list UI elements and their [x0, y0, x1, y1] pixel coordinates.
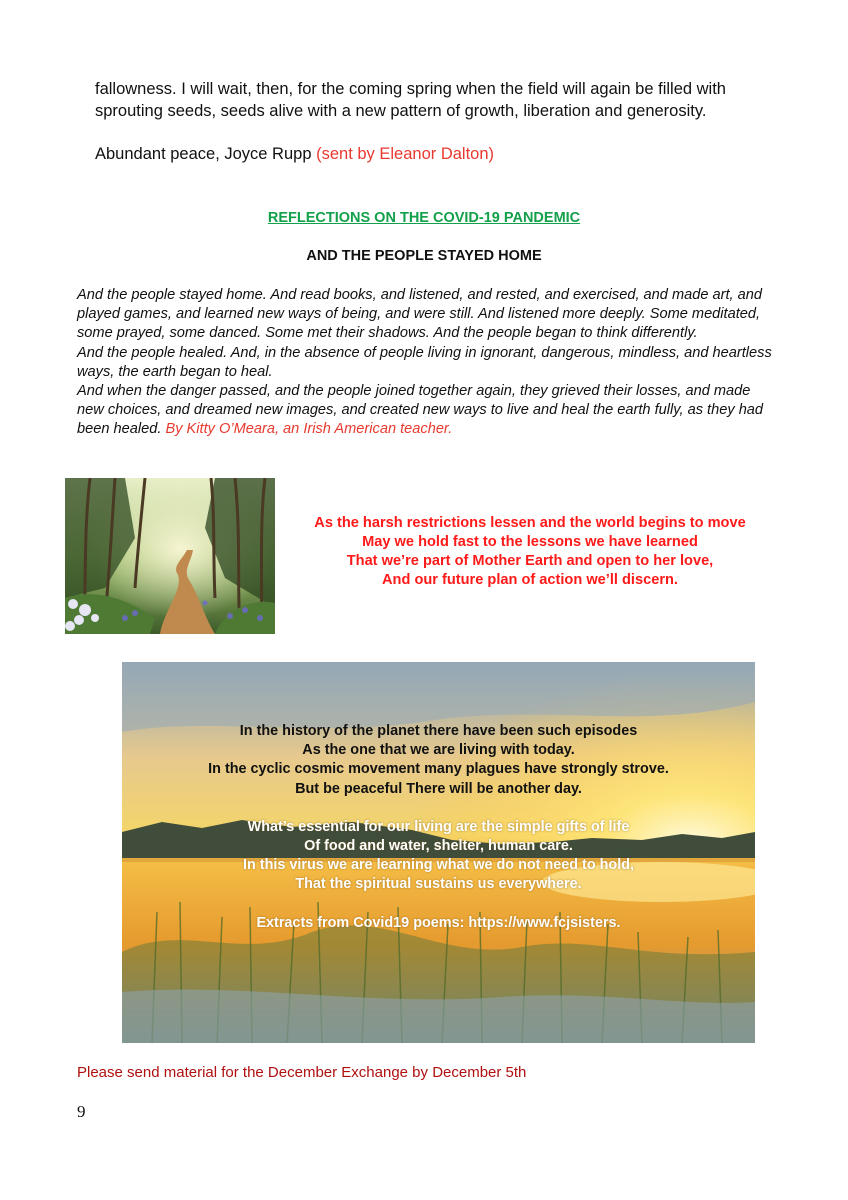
- sunset-verse: [122, 722, 755, 933]
- intro-line-2: sprouting seeds, seeds alive with a new pattern of growth, liberation and generosity.: [95, 102, 707, 120]
- sunset-verse-2-line-2: Of food and water, shelter, human care.: [304, 838, 573, 855]
- poem-paragraph-3: [77, 382, 777, 440]
- sunset-credit: Extracts from Covid19 poems: https://www.fcjsisters.: [256, 914, 621, 931]
- sunset-verse-2-line-3: In this virus we are learning what we do not need to hold,: [243, 857, 634, 874]
- signoff-line: [95, 143, 775, 165]
- verse-spacer-2: [122, 895, 755, 914]
- sunset-verse-2-line-4: That the spiritual sustains us everywhere.: [295, 876, 582, 893]
- verse-spacer: [122, 799, 755, 818]
- poem-paragraph-3-text: And when the danger passed, and the people joined together again, they grieved their losses, and made new choices, and dreamed new images, and created new ways to live and heal the earth fully, as they had been healed.: [77, 383, 764, 438]
- sunset-verse-1-line-3: In the cyclic cosmic movement many plagues have strongly strove.: [208, 761, 669, 778]
- poem-attribution: By Kitty O’Meara, an Irish American teacher.: [161, 421, 453, 438]
- section-heading: REFLECTIONS ON THE COVID-19 PANDEMIC: [267, 210, 581, 226]
- sunset-verse-1-line-1: In the history of the planet there have been such episodes: [239, 723, 638, 739]
- page-number: 9: [77, 1102, 86, 1121]
- forest-path-painting: [65, 478, 275, 634]
- red-verse: [290, 514, 770, 590]
- intro-line-1: fallowness. I will wait, then, for the coming spring when the field will again be filled with: [95, 80, 726, 98]
- intro-paragraph: [95, 78, 775, 122]
- sender-text: (sent by Eleanor Dalton): [316, 145, 495, 163]
- sunset-verse-1-line-4: But be peaceful There will be another day.: [295, 780, 582, 797]
- poem-body: [77, 286, 777, 440]
- red-verse-line-4: And our future plan of action we’ll discern.: [382, 572, 678, 588]
- red-verse-line-2: May we hold fast to the lessons we have learned: [362, 534, 698, 550]
- sunset-verse-2-line-1: What’s essential for our living are the simple gifts of life: [247, 818, 630, 835]
- sunset-verse-1-line-2: As the one that we are living with today.: [302, 742, 575, 759]
- red-verse-line-1: As the harsh restrictions lessen and the world begins to move: [314, 515, 746, 531]
- poem-title: AND THE PEOPLE STAYED HOME: [306, 248, 542, 264]
- red-verse-line-3: That we’re part of Mother Earth and open to her love,: [346, 553, 714, 569]
- poem-paragraph-2: And the people healed. And, in the absence of people living in ignorant, dangerous, mindless, and heartless ways, the earth began to heal.: [77, 344, 772, 380]
- poem-paragraph-1: And the people stayed home. And read books, and listened, and rested, and exercised, and made art, and played games, and learned new ways of being, and were still. And listened more deeply. Some meditated, some prayed, some danced. Some met their shadows. And the people began to think differently.: [77, 287, 763, 342]
- footer-notice: Please send material for the December Exchange by December 5th: [77, 1064, 527, 1081]
- signoff-text: Abundant peace, Joyce Rupp: [95, 145, 312, 163]
